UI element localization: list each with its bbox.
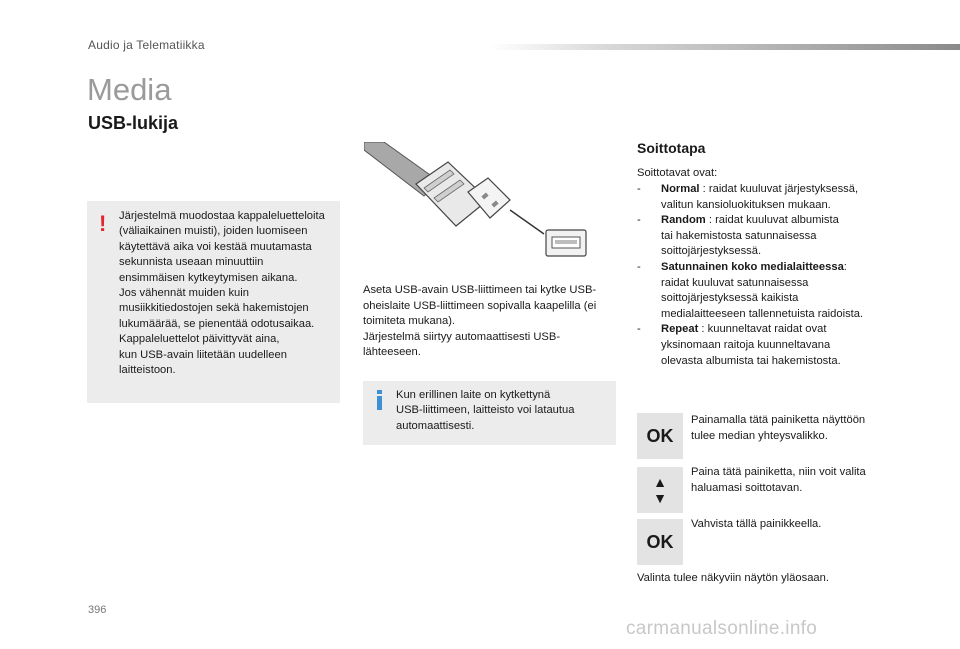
info-icon [377,390,382,410]
ok-confirm-button[interactable]: OK [637,519,683,565]
playback-mode-list [637,182,897,369]
arrow-up-down-button[interactable] [637,467,683,513]
warning-paragraph: Jos vähennät muiden kuin musiikkitiedostojen sekä hakemistojen lukumäärää, se pienentää odotusaikaa. [119,287,315,330]
mode-desc: : raidat kuuluvat albumista tai hakemistosta satunnaisessa soittojärjestyksessä. [661,214,839,258]
warning-paragraph: Järjestelmä muodostaa kappaleluetteloita (väliaikainen muisti), joiden luomiseen käytettävä aika voi kestää muutamasta sekunnista useaan minuuttiin ensimmäisen kytkeytymisen aikana. [119,210,325,284]
warning-box [87,201,340,403]
watermark: carmanualsonline.info [626,618,818,639]
mode-desc: : raidat kuuluvat järjestyksessä, valitun kansioluokituksen mukaan. [661,183,859,211]
list-item [637,260,897,322]
step-text: Painamalla tätä painiketta näyttöön tulee median yhteysvalikko. [691,414,866,442]
ok-button[interactable]: OK [637,413,683,459]
list-dash: - [637,323,641,336]
page-title: Media [87,72,172,107]
info-box [363,381,616,445]
usb-plug-illustration [364,142,596,262]
page-subtitle: USB-lukija [88,113,179,133]
mode-name: Random [661,214,706,227]
step-text: Paina tätä painiketta, niin voit valita haluamasi soittotavan. [691,466,866,494]
mode-desc: : raidat kuuluvat satunnaisessa soittojärjestyksessä kaikista medialaitteeseen tallennetuista raidoista. [661,260,864,320]
mode-name: Repeat [661,323,699,336]
list-dash: - [637,183,641,195]
list-dash: - [637,214,641,227]
list-dash: - [637,260,641,273]
info-text: Kun erillinen laite on kytkettynä USB-liittimeen, laitteisto voi latautua automaattisesti. [396,389,575,432]
arrow-down-icon: ▼ [653,490,667,506]
warning-icon: ! [99,211,107,236]
footer-note: Valinta tulee näkyviin näytön yläosaan. [637,572,829,584]
step-text: Vahvista tällä painikkeella. [691,518,822,530]
usb-instructions [363,283,618,361]
instruction-paragraph: Aseta USB-avain USB-liittimeen tai kytke USB- oheislaite USB-liittimeen sopivalla kaapelilla (ei toimiteta mukana). [363,284,597,328]
arrow-up-icon: ▲ [653,474,667,490]
list-item [637,322,897,369]
list-item [637,213,897,260]
warning-paragraph: Kappaleluettelot päivittyvät aina, kun USB-avain liitetään uudelleen laitteistoon. [119,333,287,377]
page-number: 396 [88,604,107,616]
playback-intro: Soittotavat ovat: [637,167,718,179]
list-item [637,182,897,213]
warning-text [119,209,337,378]
mode-name: Satunnainen koko medialaitteessa [661,260,844,273]
instruction-paragraph: Järjestelmä siirtyy automaattisesti USB- lähteeseen. [363,330,561,359]
mode-desc: : kuunneltavat raidat ovat yksinomaan raitoja kuunneltavana olevasta albumista tai hakemistosta. [661,323,841,367]
mode-name: Normal [661,183,700,195]
header-gradient-bar [490,44,960,50]
playback-heading: Soittotapa [637,140,706,156]
section-label: Audio ja Telematiikka [88,38,205,52]
